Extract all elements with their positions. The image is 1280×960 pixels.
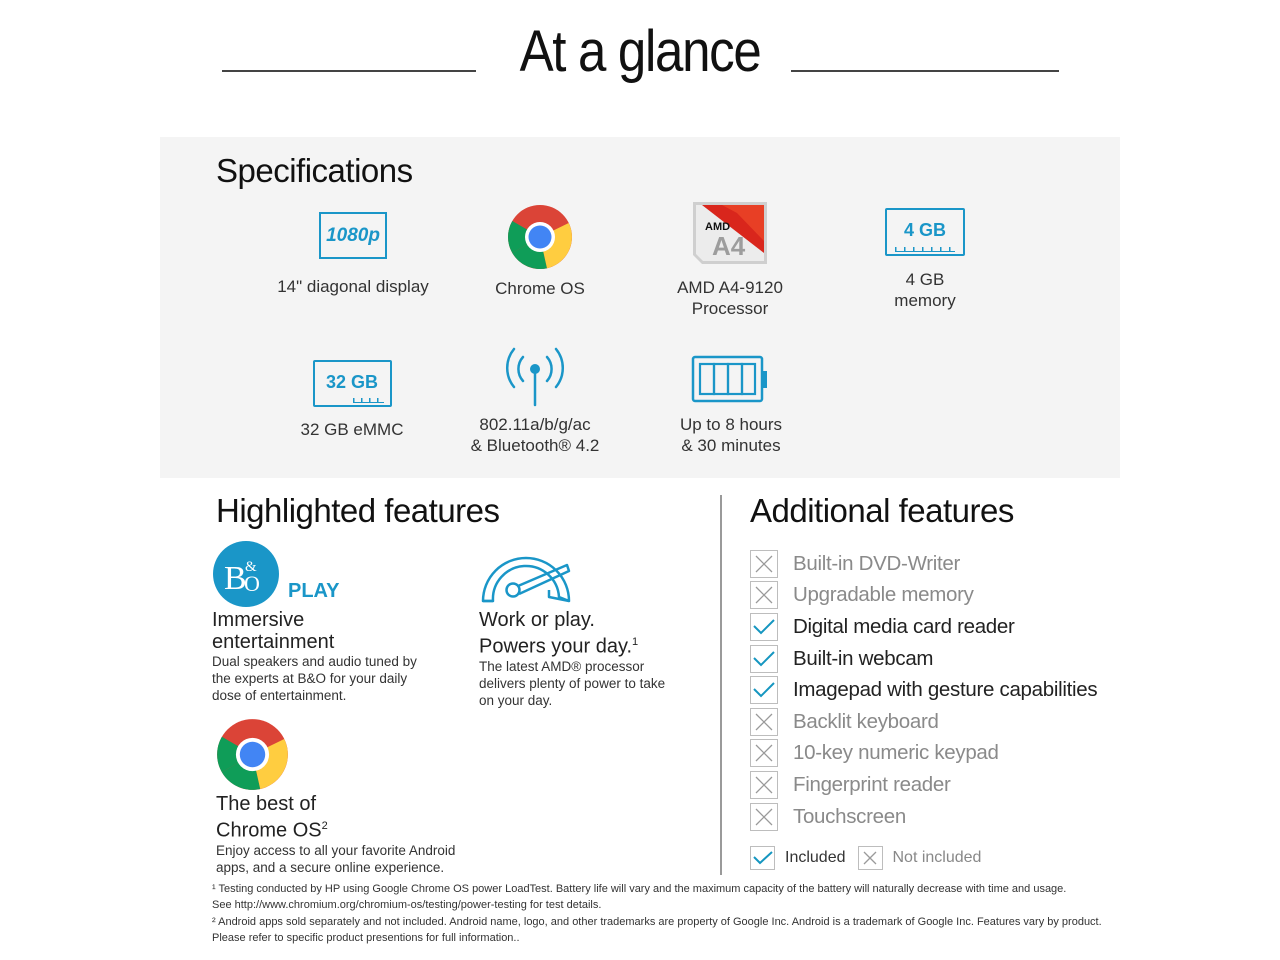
- svg-text:O: O: [244, 571, 260, 596]
- feature-label: Imagepad with gesture capabilities: [793, 678, 1098, 702]
- spec-label: AMD A4-9120: [677, 278, 783, 297]
- cross-icon: [750, 771, 778, 799]
- spec-label: Chrome OS: [495, 279, 585, 298]
- feature-label: 10-key numeric keypad: [793, 741, 999, 765]
- additional-features-list: [750, 548, 1097, 832]
- amd-a4-processor-icon: AMD A4: [692, 201, 768, 265]
- svg-text:&: &: [245, 559, 257, 575]
- spec-label: Up to 8 hours: [679, 415, 783, 434]
- feature-label: Built-in webcam: [793, 646, 934, 670]
- feature-row: [750, 801, 1097, 833]
- spec-label: 802.11a/b/g/ac: [479, 415, 591, 434]
- spec-label: & 30 minutes: [681, 436, 781, 455]
- storage-icon: 32 GB: [313, 360, 392, 407]
- spec-storage: [272, 360, 432, 440]
- legend-included-label: Included: [785, 849, 846, 866]
- battery-icon: [691, 355, 771, 403]
- bo-play-logo-icon: B & O PLAY: [212, 541, 462, 607]
- feature-chrome-os: [216, 718, 516, 876]
- spec-battery: [651, 355, 811, 456]
- feature-row: [750, 643, 1097, 675]
- spec-display: [263, 212, 443, 297]
- check-icon: [750, 613, 778, 641]
- spec-label: 14" diagonal display: [277, 277, 429, 296]
- check-icon: [750, 645, 778, 673]
- cross-icon: [750, 803, 778, 831]
- additional-features-heading: Additional features: [750, 492, 1014, 529]
- feature-label: Fingerprint reader: [793, 772, 951, 796]
- feature-title: The best of Chrome $OS^2$: [216, 793, 328, 842]
- page-title: At a glance: [519, 19, 761, 84]
- spec-memory: [845, 208, 1005, 311]
- spec-wireless: [455, 343, 615, 456]
- feature-row: [750, 548, 1097, 580]
- feature-label: Touchscreen: [793, 804, 906, 828]
- spec-processor: [650, 201, 810, 319]
- memory-icon: 4 GB: [885, 208, 965, 256]
- legend-not-included-label: Not included: [892, 849, 982, 866]
- section-divider: [720, 495, 722, 875]
- feature-description: Dual speakers and audio tuned by the experts at B&O for your daily dose of entertainment.: [212, 654, 417, 703]
- spec-chrome-os: [460, 204, 620, 299]
- feature-description: The latest AMD® processor delivers plenty of power to take on your day.: [479, 658, 666, 708]
- feature-row: [750, 611, 1097, 643]
- specifications-heading: Specifications: [216, 152, 413, 189]
- cross-icon: [858, 846, 883, 870]
- feature-bo-play: [212, 541, 462, 704]
- spec-label: & Bluetooth® 4.2: [470, 436, 600, 455]
- feature-row: [750, 580, 1097, 612]
- feature-title: Work or play. Powers your day.$^1$: [479, 609, 639, 658]
- spec-label: Processor: [691, 299, 769, 318]
- spec-label: 32 GB eMMC: [300, 420, 404, 439]
- title-rule-right: [791, 70, 1059, 72]
- feature-label: Upgradable memory: [793, 583, 974, 607]
- feature-label: Digital media card reader: [793, 614, 1015, 638]
- feature-label: Backlit keyboard: [793, 709, 939, 733]
- feature-description: Enjoy access to all your favorite Android apps, and a secure online experience.: [216, 842, 456, 875]
- chrome-os-icon: [507, 204, 573, 270]
- wireless-icon: [500, 343, 570, 407]
- footnote-line: Please refer to specific product presentions for full information..: [212, 931, 520, 944]
- feature-label: Built-in DVD-Writer: [793, 551, 961, 575]
- cross-icon: [750, 708, 778, 736]
- spec-label: 4 GB: [905, 270, 945, 289]
- feature-row: [750, 738, 1097, 770]
- cross-icon: [750, 550, 778, 578]
- svg-text:B: B: [224, 560, 247, 597]
- legend: [750, 846, 981, 870]
- highlighted-features-heading: Highlighted features: [216, 492, 500, 529]
- feature-work-or-play: [479, 541, 709, 709]
- spec-label: memory: [894, 291, 956, 310]
- check-icon: [750, 846, 775, 870]
- feature-row: [750, 706, 1097, 738]
- footnote-line: ¹ Testing conducted by HP using Google Chrome OS power LoadTest. Battery life will vary and the maximum capacity of the battery will naturally decrease with time and usage.: [212, 883, 1067, 895]
- footnote-line: See http://www.chromium.org/chromium-os/testing/power-testing for test details.: [212, 899, 602, 912]
- footnotes: [212, 881, 1112, 946]
- check-icon: [750, 676, 778, 704]
- cross-icon: [750, 739, 778, 767]
- speedometer-icon: [479, 541, 709, 607]
- feature-row: [750, 769, 1097, 801]
- cross-icon: [750, 581, 778, 609]
- feature-row: [750, 674, 1097, 706]
- feature-title: Immersive entertainment: [212, 609, 335, 653]
- display-1080p-icon: 1080p: [319, 212, 387, 259]
- footnote-line: ² Android apps sold separately and not included. Android name, logo, and other trademarks are property of Google Inc. Android is a trademark of Google Inc. Features vary by product.: [212, 915, 1102, 928]
- chrome-os-icon: [216, 718, 289, 791]
